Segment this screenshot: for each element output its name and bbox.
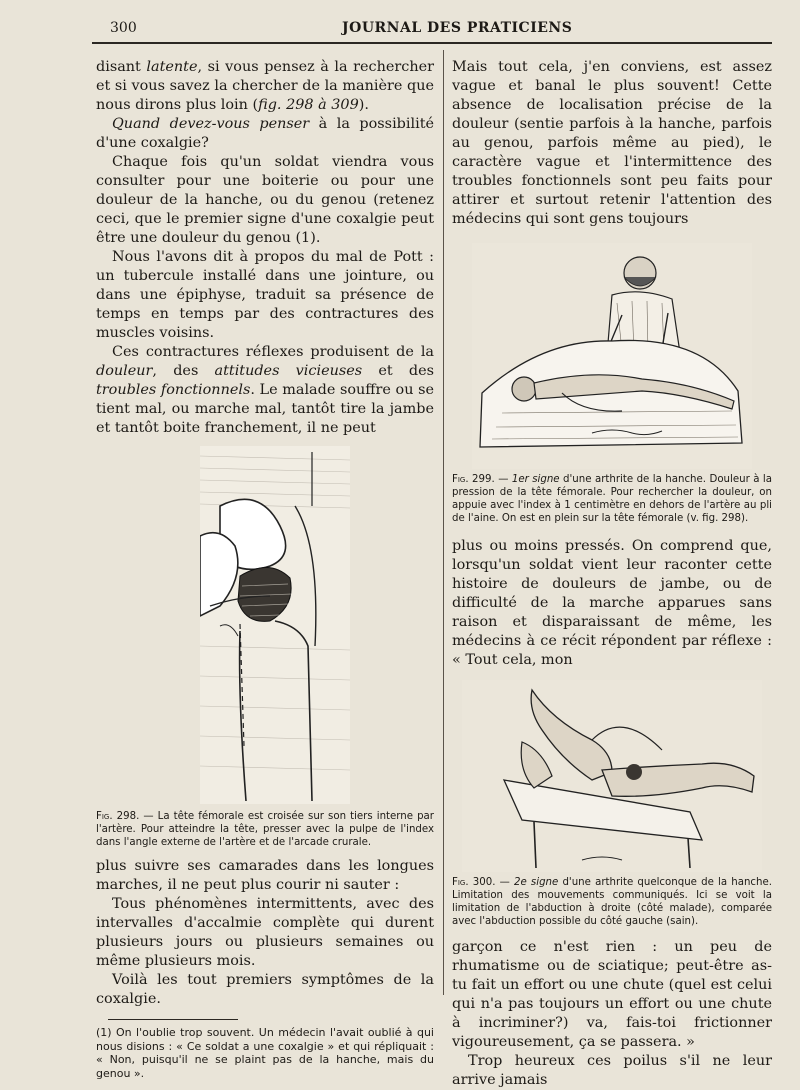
figure-299	[472, 243, 752, 469]
paragraph-soldat: Chaque fois qu'un soldat viendra vous consulter pour une boiterie ou pour une douleur de la hanche, ou du genou (retenez ceci, que le premier signe d'une coxalgie peut être une douleur du genou (1).	[96, 154, 434, 246]
figure-300-caption: Fig. 300. — 2e signe d'une arthrite quelconque de la hanche. Limitation des mouvements communiqués. Ici se voit la limitation de l'abduction à droite (côté malade), comparée avec l'abduction possible du côté gauche (sain).	[452, 877, 772, 927]
paragraph-presses: plus ou moins pressés. On comprend que, lorsqu'un soldat vient leur raconter cette histoire de douleurs de jambe, ou de difficulté de la marche apparues sans raison et disparaissant de même, les médecins à ce récit répondent par réflexe : « Tout cela, mon	[452, 538, 772, 668]
paragraph-latente: disant latente, si vous pensez à la rechercher et si vous savez la chercher de la manière que nous dirons plus loin (fig. 298 à 309).	[96, 59, 434, 113]
paragraph-poilus: Trop heureux ces poilus s'il ne leur arrive jamais	[452, 1053, 772, 1088]
figure-299-caption: Fig. 299. — 1er signe d'une arthrite de la hanche. Douleur à la pression de la tête fémorale. Pour rechercher la douleur, on appuie avec l'index à 1 centimètre en dehors de l'artère au pli de l'aine. On est en plein sur la tête fémorale (v. fig. 298).	[452, 474, 772, 524]
running-title: JOURNAL DES PRATICIENS	[342, 20, 573, 36]
figure-300	[462, 680, 762, 872]
column-divider	[443, 50, 444, 995]
page-header	[92, 20, 772, 44]
paragraph-intermittents: Tous phénomènes intermittents, avec des intervalles d'accalmie complète qui durent plusieurs jours ou plusieurs semaines ou même plusieurs mois.	[96, 896, 434, 969]
footnote-rule	[108, 1019, 238, 1020]
right-column	[452, 58, 772, 1090]
header-rule	[92, 42, 772, 44]
figure-298	[200, 446, 350, 804]
examination-illustration	[472, 243, 752, 469]
abduction-illustration	[462, 680, 762, 872]
paragraph-quand: Quand devez-vous penser à la possibilité d'une coxalgie?	[96, 116, 434, 151]
paragraph-contractures: Ces contractures réflexes produisent de la douleur, des attitudes vicieuses et des troubles fonctionnels. Le malade souffre ou se tient mal, ou marche mal, tantôt tire la jambe et tantôt boite franchement, il ne peut	[96, 344, 435, 436]
figure-298-caption: Fig. 298. — La tête fémorale est croisée sur son tiers interne par l'artère. Pour atteindre la tête, presser avec la pulpe de l'index dans l'angle externe de l'artère et de l'arcade crurale.	[96, 811, 434, 848]
left-column	[96, 58, 434, 1080]
hip-anatomy-illustration	[200, 446, 350, 804]
paragraph-marches: plus suivre ses camarades dans les longues marches, il ne peut plus courir ni sauter :	[96, 858, 434, 893]
paragraph-pott: Nous l'avons dit à propos du mal de Pott : un tubercule installé dans une jointure, ou dans une épiphyse, traduit sa présence de temps en temps par des contractures des muscles voisins.	[96, 249, 434, 341]
paragraph-garcon: garçon ce n'est rien : un peu de rhumatisme ou de sciatique; peut-être as-tu fait un effort ou une chute (quel est celui qui n'a pas toujours un effort ou une chute à incriminer?) va, fais-toi frictionner vigoureusement, ça se passera. »	[452, 939, 772, 1050]
page-number: 300	[110, 20, 137, 36]
footnote: (1) On l'oublie trop souvent. Un médecin l'avait oublié à qui nous disions : « Ce soldat a une coxalgie » et qui répliquait : « Non, puisqu'il ne se plaint pas de la hanche, mais du genou ».	[96, 1026, 434, 1080]
paragraph-symptomes: Voilà les tout premiers symptômes de la coxalgie.	[96, 972, 434, 1007]
paragraph-vague: Mais tout cela, j'en conviens, est assez vague et banal le plus souvent! Cette absence de localisation précise de la douleur (sentie parfois à la hanche, parfois au genou, parfois même au pied), le caractère vague et l'intermittence des troubles fonctionnels sont peu faits pour attirer et surtout retenir l'attention des médecins qui sont gens toujours	[452, 59, 772, 227]
